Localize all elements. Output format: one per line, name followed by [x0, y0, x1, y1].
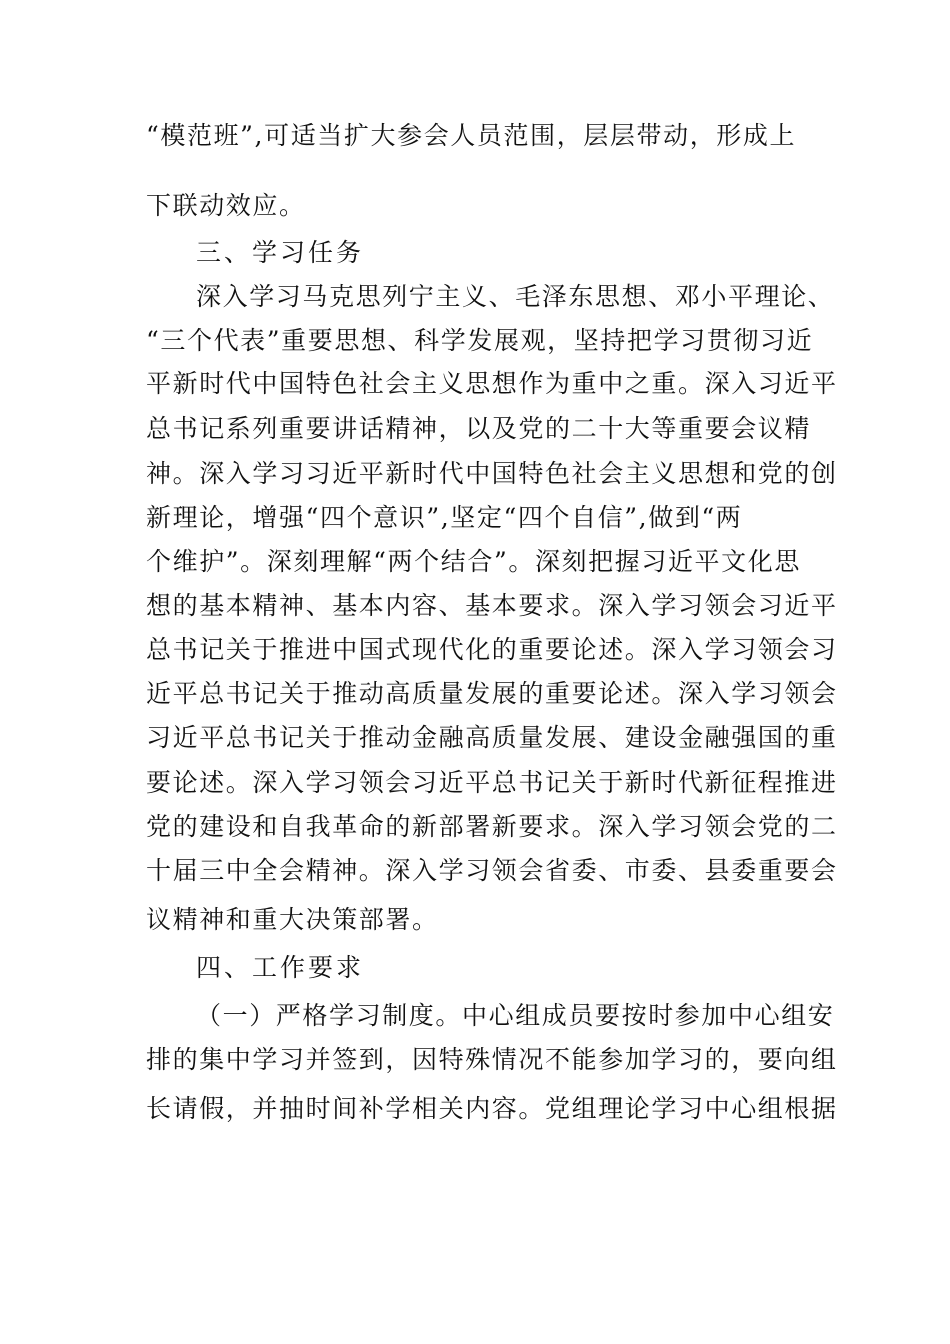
- paragraph-line: 党的建设和自我革命的新部署新要求。深入学习领会党的二: [146, 812, 838, 841]
- paragraph-line: 想的基本精神、基本内容、基本要求。深入学习领会习近平: [146, 591, 838, 620]
- paragraph-line: 下联动效应。: [146, 191, 306, 220]
- paragraph-line: 排的集中学习并签到，因特殊情况不能参加学习的，要向组: [146, 1045, 838, 1074]
- paragraph-line: 深入学习马克思列宁主义、毛泽东思想、邓小平理论、: [196, 282, 835, 311]
- paragraph-line: 新理论，增强“四个意识”,坚定“四个自信”,做到“两: [146, 503, 743, 532]
- paragraph-line: （一）严格学习制度。中心组成员要按时参加中心组安: [196, 1001, 835, 1030]
- paragraph-line: 议精神和重大决策部署。: [146, 905, 439, 934]
- paragraph-line: 长请假，并抽时间补学相关内容。党组理论学习中心组根据: [146, 1094, 838, 1123]
- paragraph-line: “三个代表”重要思想、科学发展观，坚持把学习贯彻习近: [146, 326, 814, 355]
- section-heading-work-requirements: 四、工作要求: [196, 953, 365, 982]
- paragraph-line: 平新时代中国特色社会主义思想作为重中之重。深入习近平: [146, 369, 838, 398]
- paragraph-line: 个维护”。深刻理解“两个结合”。深刻把握习近平文化思: [146, 547, 801, 576]
- paragraph-line: 总书记关于推进中国式现代化的重要论述。深入学习领会习: [146, 635, 838, 664]
- paragraph-line: 近平总书记关于推动高质量发展的重要论述。深入学习领会: [146, 679, 838, 708]
- paragraph-line: 十届三中全会精神。深入学习领会省委、市委、县委重要会: [146, 856, 838, 885]
- paragraph-line: 要论述。深入学习领会习近平总书记关于新时代新征程推进: [146, 768, 838, 797]
- paragraph-line: 总书记系列重要讲话精神，以及党的二十大等重要会议精: [146, 414, 812, 443]
- paragraph-line: “模范班”,可适当扩大参会人员范围，层层带动，形成上: [146, 121, 797, 150]
- paragraph-line: 神。深入学习习近平新时代中国特色社会主义思想和党的创: [146, 459, 838, 488]
- section-heading-study-tasks: 三、学习任务: [196, 238, 365, 267]
- paragraph-line: 习近平总书记关于推动金融高质量发展、建设金融强国的重: [146, 723, 838, 752]
